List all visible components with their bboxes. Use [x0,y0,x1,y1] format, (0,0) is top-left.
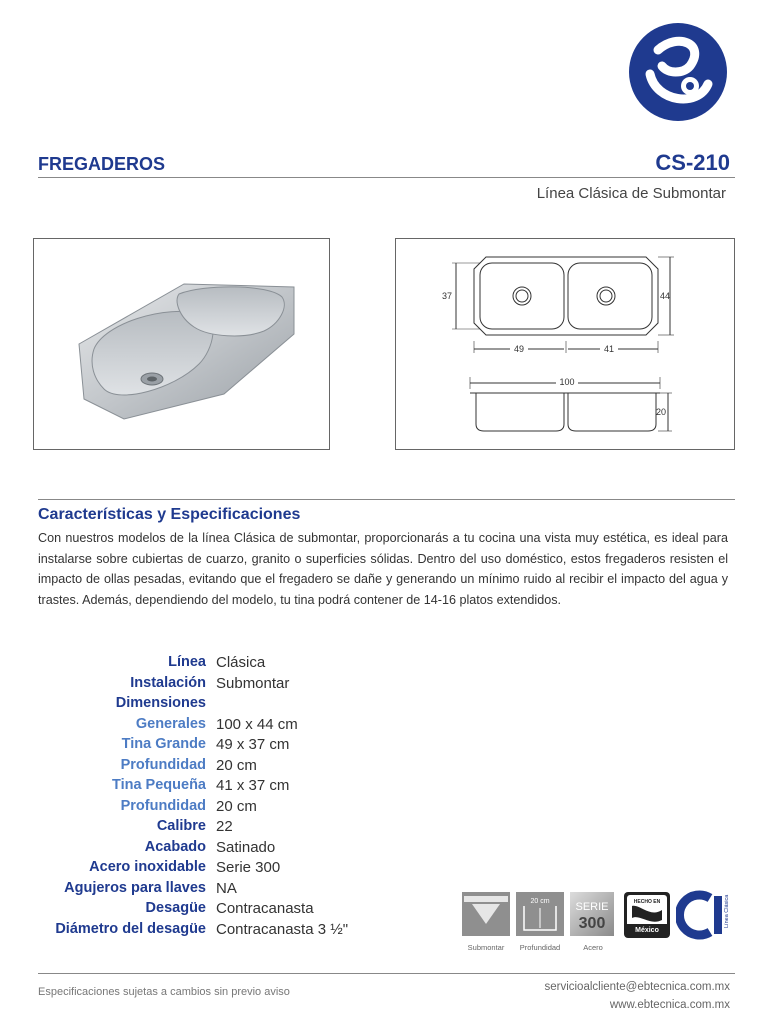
spec-row [0,839,560,860]
spec-value: Clásica [216,654,266,671]
spec-value: Serie 300 [216,859,281,876]
spec-row [0,695,560,716]
spec-row [0,798,560,819]
contact-email[interactable]: servicioalcliente@ebtecnica.com.mx [544,981,730,993]
steel-series-icon [570,888,616,940]
disclaimer: Especificaciones sujetas a cambios sin previo aviso [38,986,290,998]
website-link[interactable]: www.ebtecnica.com.mx [609,999,730,1011]
spec-row [0,859,560,880]
spec-label: Dimensiones [115,695,206,711]
spec-value: Contracanasta 3 ½" [216,920,349,938]
dim-large-width: 49 [513,344,525,354]
spec-row [0,675,560,696]
divider [38,177,735,178]
eb-logo [628,22,728,122]
badge-caption: Acero [583,943,603,952]
spec-row [0,716,560,737]
dim-total-depth: 44 [660,291,671,301]
feature-badges [462,888,734,954]
depth-icon [516,888,566,940]
spec-label: Generales [135,715,206,732]
divider [38,973,735,974]
spec-label: Diámetro del desagüe [55,920,206,937]
spec-label: Profundidad [120,797,206,814]
serie-word: SERIE [575,901,609,913]
spec-value: 22 [216,818,233,835]
hecho-en-text: HECHO EN [633,899,661,905]
product-line: Línea Clásica de Submontar [536,185,726,202]
spec-label: Línea [168,654,206,670]
dim-height: 20 [656,407,667,417]
spec-value: Contracanasta [216,900,314,917]
spec-value: 100 x 44 cm [216,715,298,733]
spec-label: Instalación [130,674,206,691]
spec-label: Acabado [144,838,206,855]
made-in-mexico-icon [624,888,670,940]
technical-drawing [395,238,735,450]
dim-total-width: 100 [559,377,575,387]
category-title: FREGADEROS [38,154,166,174]
spec-label: Tina Pequeña [111,777,206,793]
undermount-icon [462,888,512,940]
dimensions-diagram [396,239,734,449]
spec-label: Calibre [156,818,206,834]
spec-label: Agujeros para llaves [64,879,206,896]
sink-image [34,239,329,449]
dim-small-width: 41 [603,344,615,354]
mexico-text: México [635,927,659,934]
serie-number: 300 [578,915,606,932]
section-title: Características y Especificaciones [38,506,301,523]
spec-value: 20 cm [216,797,257,815]
spec-value: Satinado [216,838,276,856]
spec-label: Acero inoxidable [89,859,206,875]
badge-caption: Submontar [467,943,505,952]
depth-badge-value: 20 cm [530,898,550,905]
spec-value: NA [216,879,237,897]
model-number: CS-210 [655,150,730,175]
classic-line-icon [676,888,732,940]
product-photo [33,238,330,450]
dim-large-depth: 37 [441,291,452,301]
description-paragraph: Con nuestros modelos de la línea Clásica de submontar, proporcionarás a tu cocina una vista muy estética, es ideal para instalarse sobre cubiertas de cuarzo, granito o superficies sólidas. Dentro del uso doméstico, estos fregaderos resisten el impacto de ollas pesadas, evitando que el fregadero se dañe y generando un mínimo ruido al recibir el impacto del agua y trastes. Además, dependiendo del modelo, tu tina podrá contener de 14-16 platos extendidos. [38,531,728,607]
spec-label: Profundidad [120,756,206,773]
badge-caption: Profundidad [519,943,561,952]
spec-value: 41 x 37 cm [216,777,290,794]
spec-row [0,654,560,675]
linea-clasica-text: Línea Clásica [724,894,730,928]
spec-label: Tina Grande [121,736,206,752]
spec-value: 49 x 37 cm [216,736,290,753]
spec-row [0,757,560,778]
spec-row [0,818,560,839]
divider [38,499,735,500]
spec-row [0,777,560,798]
spec-value: 20 cm [216,756,257,774]
spec-row [0,736,560,757]
spec-value: Submontar [216,674,290,692]
spec-label: Desagüe [145,900,206,916]
